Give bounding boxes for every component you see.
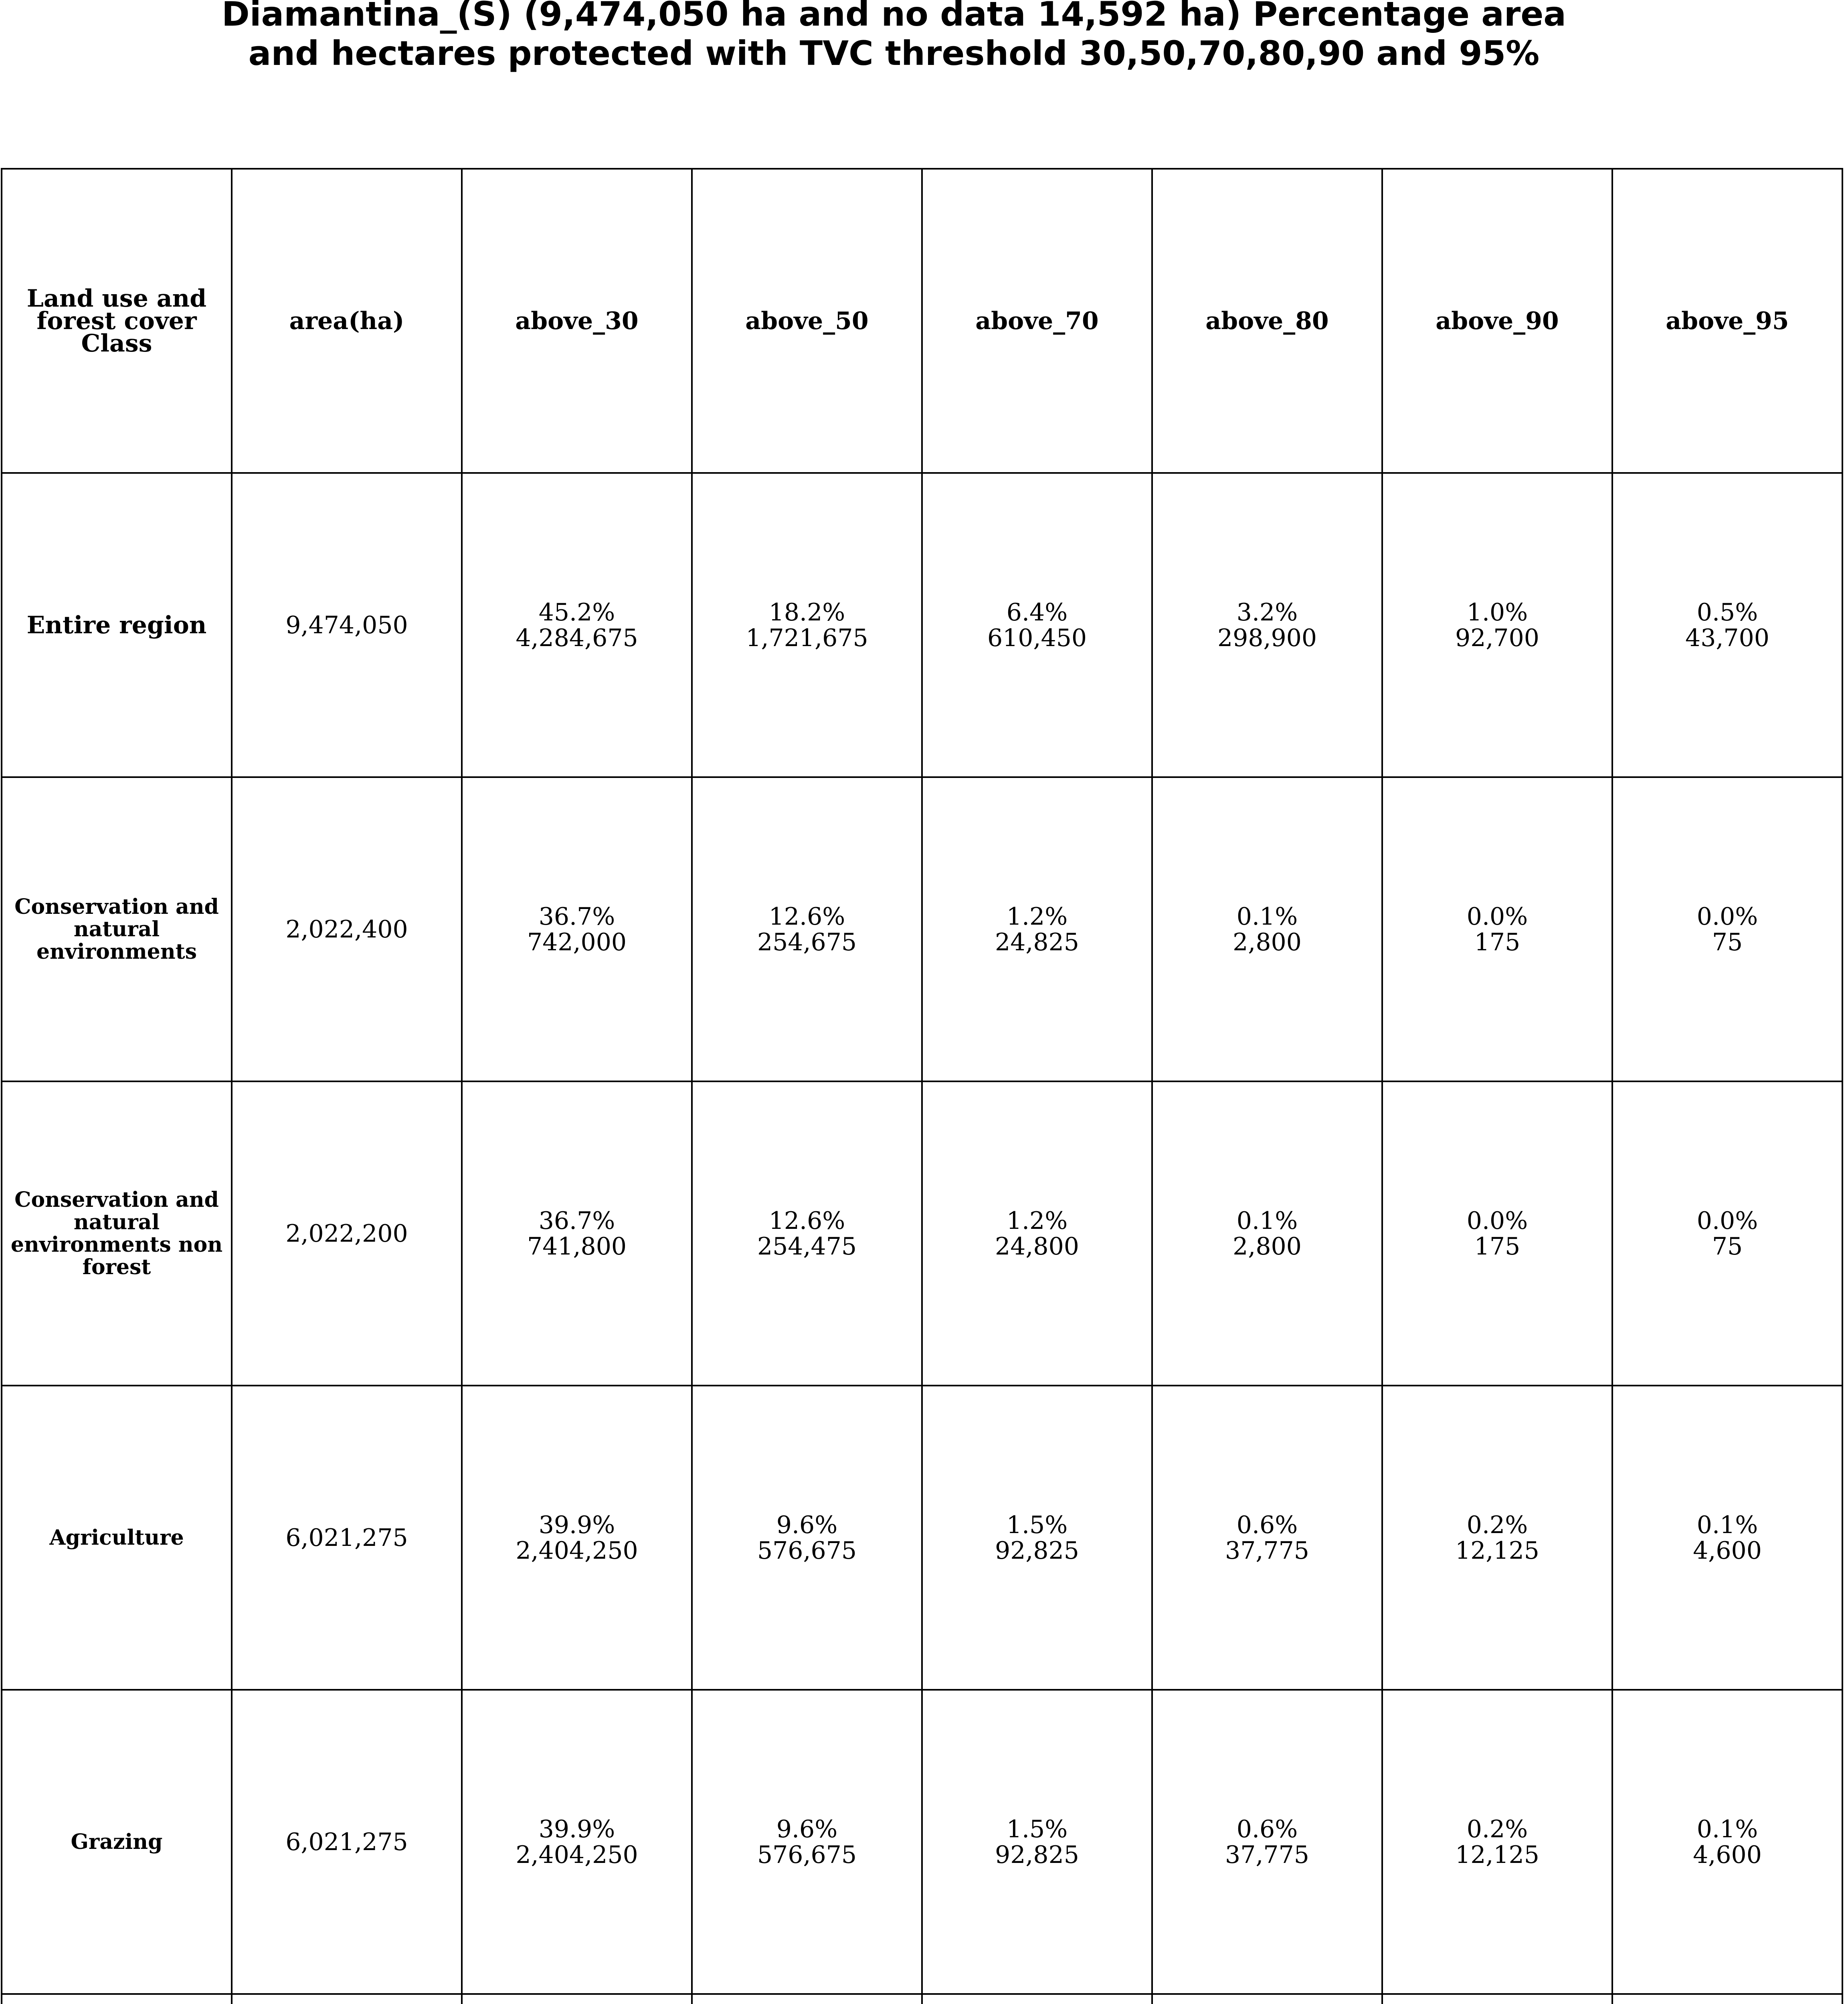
hectares-value: 92,825: [995, 1536, 1079, 1565]
hectares-value: 254,675: [757, 928, 857, 956]
threshold-cell: [1382, 1690, 1612, 1994]
class-label-line: forest cover: [36, 307, 197, 335]
hectares-value: 24,800: [995, 1232, 1079, 1261]
class-label-line: environments: [36, 939, 197, 964]
hectares-value: 576,675: [757, 1536, 857, 1565]
percentage-value: 3.2%: [1236, 598, 1298, 626]
class-label-line: Agriculture: [49, 1525, 184, 1550]
header-cell-above-95: above_95: [1612, 169, 1842, 473]
threshold-cell: [462, 473, 692, 777]
hectares-value: 610,450: [987, 624, 1087, 652]
threshold-cell: [1612, 1994, 1842, 2004]
hectares-value: 742,000: [527, 928, 627, 956]
threshold-cell: [462, 1690, 692, 1994]
threshold-cell: [1612, 1690, 1842, 1994]
hectares-value: 298,900: [1217, 624, 1317, 652]
header-cell-above-90: above_90: [1382, 169, 1612, 473]
hectares-value: 12,125: [1455, 1840, 1539, 1869]
class-label-line: Conservation and: [14, 894, 219, 919]
threshold-cell: [922, 777, 1152, 1081]
threshold-cell: [692, 473, 922, 777]
percentage-value: 0.6%: [1236, 1511, 1298, 1539]
threshold-cell: [692, 1994, 922, 2004]
hectares-value: 75: [1712, 1232, 1743, 1261]
threshold-cell: [462, 777, 692, 1081]
threshold-cell: [462, 1081, 692, 1386]
class-label-line: Conservation and: [14, 1187, 219, 1212]
threshold-cell: [692, 1386, 922, 1690]
threshold-cell: [692, 1081, 922, 1386]
hectares-value: 2,404,250: [516, 1840, 638, 1869]
hectares-value: 75: [1712, 928, 1743, 956]
threshold-cell: [922, 1386, 1152, 1690]
threshold-cell: [1382, 473, 1612, 777]
percentage-value: 1.5%: [1006, 1815, 1068, 1843]
hectares-value: 12,125: [1455, 1536, 1539, 1565]
percentage-value: 0.1%: [1236, 902, 1298, 931]
header-cell-area-ha-: area(ha): [232, 169, 462, 473]
percentage-value: 12.6%: [768, 1206, 845, 1235]
threshold-cell: [922, 1994, 1152, 2004]
table-row: [2, 1690, 1842, 1994]
hectares-value: 2,800: [1233, 928, 1302, 956]
percentage-value: 0.1%: [1696, 1511, 1758, 1539]
hectares-value: 92,700: [1455, 624, 1539, 652]
threshold-cell: [1612, 1386, 1842, 1690]
percentage-value: 39.9%: [538, 1511, 615, 1539]
header-cell-above-30: above_30: [462, 169, 692, 473]
percentage-value: 45.2%: [538, 598, 615, 626]
threshold-cell: [1382, 1081, 1612, 1386]
hectares-value: 175: [1474, 928, 1520, 956]
threshold-cell: [1152, 1386, 1382, 1690]
percentage-value: 0.5%: [1696, 598, 1758, 626]
header-cell-class: [2, 169, 232, 473]
row-class-cell: [2, 1690, 232, 1994]
class-label-line: natural: [73, 1210, 160, 1234]
threshold-cell: [922, 1690, 1152, 1994]
threshold-cell: [1612, 777, 1842, 1081]
class-label-line: environments non: [10, 1232, 223, 1257]
threshold-cell: [462, 1994, 692, 2004]
percentage-value: 39.9%: [538, 1815, 615, 1843]
threshold-cell: [922, 1081, 1152, 1386]
threshold-cell: [692, 777, 922, 1081]
hectares-value: 576,675: [757, 1840, 857, 1869]
percentage-value: 9.6%: [776, 1511, 838, 1539]
area-cell: 9,474,050: [232, 473, 462, 777]
area-cell: [232, 1994, 462, 2004]
percentage-value: 9.6%: [776, 1815, 838, 1843]
hectares-value: 43,700: [1685, 624, 1769, 652]
hectares-value: 24,825: [995, 928, 1079, 956]
hectares-value: 37,775: [1225, 1840, 1309, 1869]
table-row: [2, 473, 1842, 777]
percentage-value: 12.6%: [768, 902, 845, 931]
threshold-cell: [1152, 777, 1382, 1081]
percentage-value: 0.0%: [1696, 1206, 1758, 1235]
percentage-value: 0.2%: [1466, 1815, 1528, 1843]
threshold-cell: [1612, 1081, 1842, 1386]
percentage-value: 0.2%: [1466, 1511, 1528, 1539]
threshold-cell: [1152, 1081, 1382, 1386]
area-cell: 6,021,275: [232, 1690, 462, 1994]
percentage-value: 0.1%: [1236, 1206, 1298, 1235]
page-title: [0, 0, 1788, 73]
table-row: [2, 777, 1842, 1081]
threshold-cell: [1612, 473, 1842, 777]
threshold-cell: [462, 1386, 692, 1690]
row-class-cell: [2, 1386, 232, 1690]
percentage-value: 1.5%: [1006, 1511, 1068, 1539]
class-label-line: Entire region: [26, 611, 207, 639]
percentage-value: 36.7%: [538, 902, 615, 931]
threshold-cell: [1382, 777, 1612, 1081]
area-cell: 2,022,200: [232, 1081, 462, 1386]
hectares-value: 741,800: [527, 1232, 627, 1261]
threshold-cell: [922, 473, 1152, 777]
class-label-line: Class: [81, 329, 152, 358]
percentage-value: 0.6%: [1236, 1815, 1298, 1843]
threshold-cell: [1382, 1386, 1612, 1690]
row-class-cell: [2, 1081, 232, 1386]
header-cell-above-70: above_70: [922, 169, 1152, 473]
table-row: [2, 1081, 1842, 1386]
percentage-value: 1.2%: [1006, 1206, 1068, 1235]
hectares-value: 254,475: [757, 1232, 857, 1261]
percentage-value: 1.0%: [1466, 598, 1528, 626]
hectares-value: 92,825: [995, 1840, 1079, 1869]
class-label-line: Grazing: [71, 1829, 163, 1854]
area-cell: 2,022,400: [232, 777, 462, 1081]
percentage-value: 36.7%: [538, 1206, 615, 1235]
percentage-value: 0.0%: [1466, 1206, 1528, 1235]
title-line-2: and hectares protected with TVC threshold 30,50,70,80,90 and 95%: [248, 34, 1540, 73]
threshold-cell: [1152, 1994, 1382, 2004]
row-class-cell: [2, 777, 232, 1081]
class-label-line: Land use and: [26, 284, 207, 313]
table-row: [2, 1994, 1842, 2004]
header-cell-above-50: above_50: [692, 169, 922, 473]
percentage-value: 1.2%: [1006, 902, 1068, 931]
percentage-value: 0.1%: [1696, 1815, 1758, 1843]
threshold-cell: [692, 1690, 922, 1994]
header-cell-above-80: above_80: [1152, 169, 1382, 473]
threshold-cell: [1382, 1994, 1612, 2004]
area-cell: 6,021,275: [232, 1386, 462, 1690]
hectares-value: 4,600: [1693, 1840, 1762, 1869]
hectares-value: 2,404,250: [516, 1536, 638, 1565]
percentage-value: 0.0%: [1466, 902, 1528, 931]
row-class-cell: [2, 473, 232, 777]
hectares-value: 175: [1474, 1232, 1520, 1261]
hectares-value: 4,600: [1693, 1536, 1762, 1565]
protection-table: [1, 168, 1843, 2004]
class-label-line: forest: [82, 1255, 151, 1279]
percentage-value: 0.0%: [1696, 902, 1758, 931]
hectares-value: 4,284,675: [516, 624, 638, 652]
threshold-cell: [1152, 473, 1382, 777]
hectares-value: 2,800: [1233, 1232, 1302, 1261]
table-header-row: [2, 169, 1842, 473]
hectares-value: 37,775: [1225, 1536, 1309, 1565]
class-label-line: natural: [73, 917, 160, 941]
threshold-cell: [1152, 1690, 1382, 1994]
hectares-value: 1,721,675: [746, 624, 868, 652]
row-class-cell: [2, 1994, 232, 2004]
percentage-value: 18.2%: [768, 598, 845, 626]
percentage-value: 6.4%: [1006, 598, 1068, 626]
title-line-1: Diamantina_(S) (9,474,050 ha and no data 14,592 ha) Percentage area: [222, 0, 1566, 34]
table-row: [2, 1386, 1842, 1690]
